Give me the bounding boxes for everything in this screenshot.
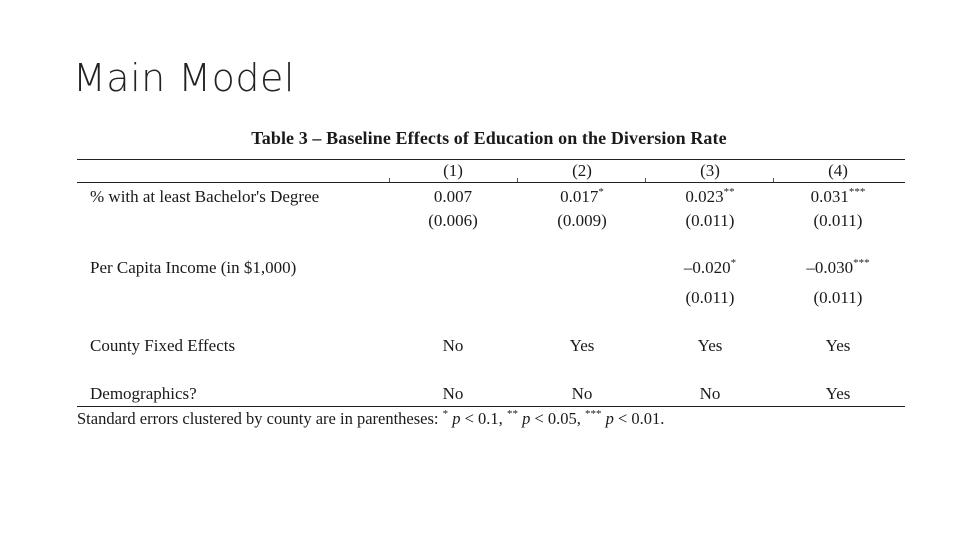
table-row — [77, 334, 905, 358]
table-row-se — [77, 209, 905, 233]
column-header: (2) — [572, 161, 592, 180]
table-caption: Table 3 – Baseline Effects of Education on the Diversion Rate — [251, 128, 727, 148]
table-bottom-rule — [77, 406, 905, 407]
value-cell: No — [699, 384, 721, 403]
coef-cell: –0.020* — [683, 257, 737, 277]
coef-cell: 0.031*** — [810, 186, 866, 206]
column-separator — [389, 178, 390, 182]
value-cell: No — [442, 384, 464, 403]
value-cell: No — [442, 336, 464, 355]
se-cell: (0.006) — [428, 211, 478, 230]
regression-table — [77, 128, 905, 429]
table-header-rule — [77, 182, 905, 183]
coef-cell: 0.017* — [560, 186, 604, 206]
value-cell: Yes — [825, 336, 851, 355]
value-cell: Yes — [697, 336, 723, 355]
column-separator — [517, 178, 518, 182]
se-cell: (0.011) — [685, 211, 735, 230]
row-label: Demographics? — [90, 384, 197, 403]
se-cell: (0.009) — [557, 211, 607, 230]
row-label: County Fixed Effects — [90, 336, 236, 355]
slide-title: Main Model — [73, 56, 295, 100]
row-label: % with at least Bachelor's Degree — [90, 187, 320, 206]
table-row — [77, 382, 905, 406]
table-footnote: Standard errors clustered by county are in parentheses: * p < 0.1, ** p < 0.05, *** p < 0.01. — [77, 408, 665, 428]
se-cell: (0.011) — [813, 211, 863, 230]
column-separator — [773, 178, 774, 182]
row-label: Per Capita Income (in $1,000) — [90, 258, 297, 277]
table-header-row — [77, 160, 905, 182]
coef-cell: –0.030*** — [806, 257, 870, 277]
coef-cell: 0.007 — [433, 187, 473, 206]
column-separator — [645, 178, 646, 182]
value-cell: Yes — [825, 384, 851, 403]
column-header: (1) — [443, 161, 463, 180]
table-row — [77, 185, 905, 209]
table-row — [77, 256, 905, 280]
value-cell: Yes — [569, 336, 595, 355]
se-cell: (0.011) — [813, 288, 863, 307]
value-cell: No — [571, 384, 593, 403]
coef-cell: 0.023** — [685, 186, 735, 206]
column-header: (3) — [700, 161, 720, 180]
column-header: (4) — [828, 161, 848, 180]
table-row-se — [77, 286, 905, 310]
se-cell: (0.011) — [685, 288, 735, 307]
